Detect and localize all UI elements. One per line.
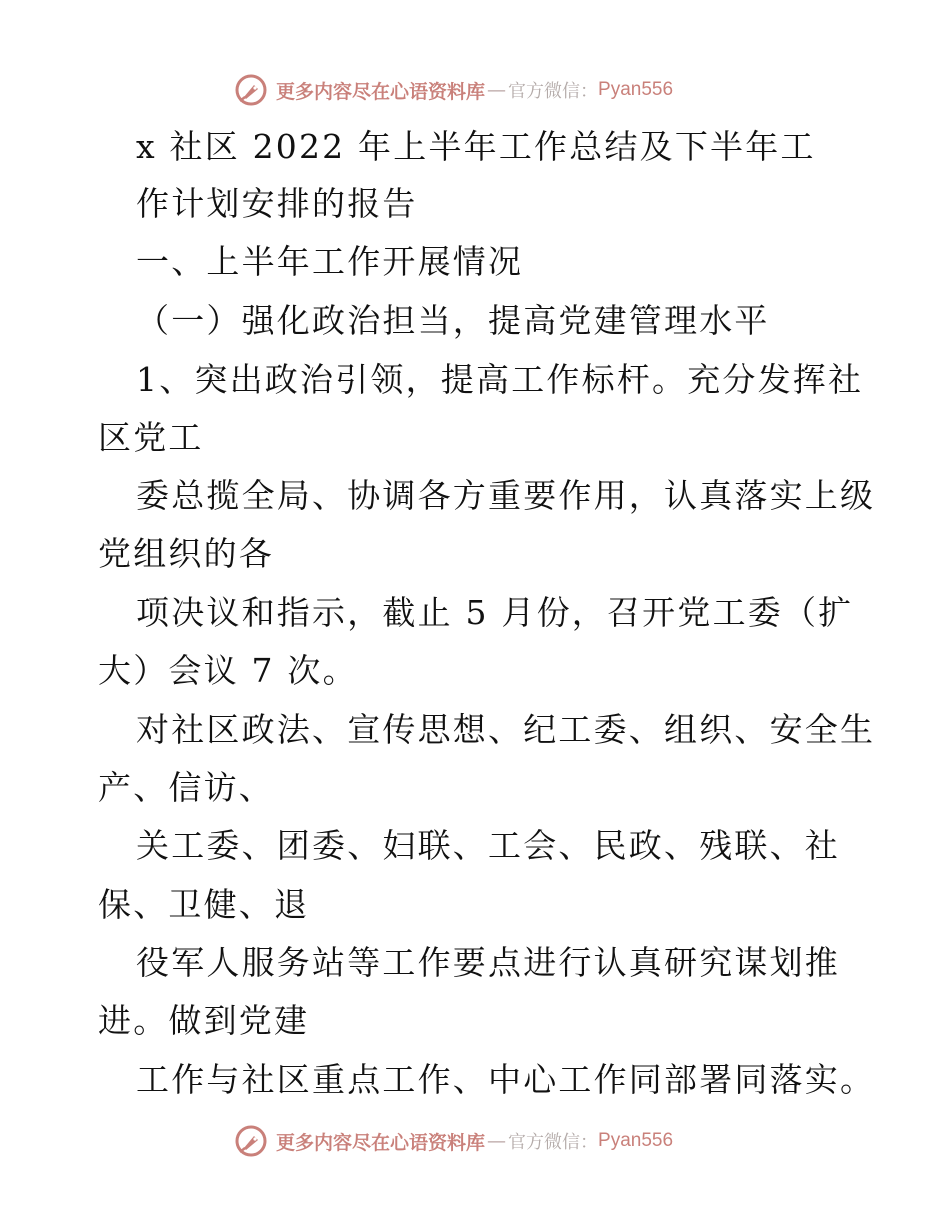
paragraph-line: 区党工: [98, 418, 204, 457]
watermark-banner-top: [234, 70, 673, 110]
document-title-line-1: x 社区 2022 年上半年工作总结及下半年工: [136, 127, 816, 166]
watermark-banner-bottom: [234, 1121, 673, 1161]
section-heading: 一、上半年工作开展情况: [136, 242, 524, 281]
paragraph-line: 关工委、团委、妇联、工会、民政、残联、社: [136, 826, 840, 865]
paragraph-line: 进。做到党建: [98, 1001, 310, 1040]
pen-nib-logo-icon: [234, 1124, 268, 1158]
watermark-wechat-label: 官方微信：: [508, 81, 599, 102]
paragraph-line: 1、突出政治引领，提高工作标杆。充分发挥社: [136, 360, 864, 399]
watermark-wechat-label: 官方微信：: [508, 1132, 599, 1153]
document-title-line-2: 作计划安排的报告: [136, 184, 418, 223]
watermark-dash: —: [487, 79, 507, 101]
paragraph-line: 大）会议 7 次。: [98, 651, 358, 690]
paragraph-line: 保、卫健、退: [98, 885, 310, 924]
watermark-wechat-id: Pyan556: [598, 79, 674, 100]
paragraph-line: 对社区政法、宣传思想、纪工委、组织、安全生: [136, 710, 876, 749]
subsection-heading: （一）强化政治担当，提高党建管理水平: [136, 301, 770, 340]
paragraph-line: 委总揽全局、协调各方重要作用，认真落实上级: [136, 476, 876, 515]
paragraph-line: 党组织的各: [98, 534, 274, 573]
watermark-title: 更多内容尽在心语资料库: [276, 80, 486, 103]
paragraph-line: 项决议和指示，截止 5 月份，召开党工委（扩: [136, 593, 854, 632]
paragraph-line: 工作与社区重点工作、中心工作同部署同落实。: [136, 1060, 876, 1099]
pen-nib-logo-icon: [234, 73, 268, 107]
watermark-dash: —: [487, 1130, 507, 1152]
paragraph-line: 产、信访、: [98, 768, 274, 807]
paragraph-line: 役军人服务站等工作要点进行认真研究谋划推: [136, 943, 840, 982]
watermark-wechat-id: Pyan556: [598, 1130, 674, 1151]
watermark-title: 更多内容尽在心语资料库: [276, 1131, 486, 1154]
